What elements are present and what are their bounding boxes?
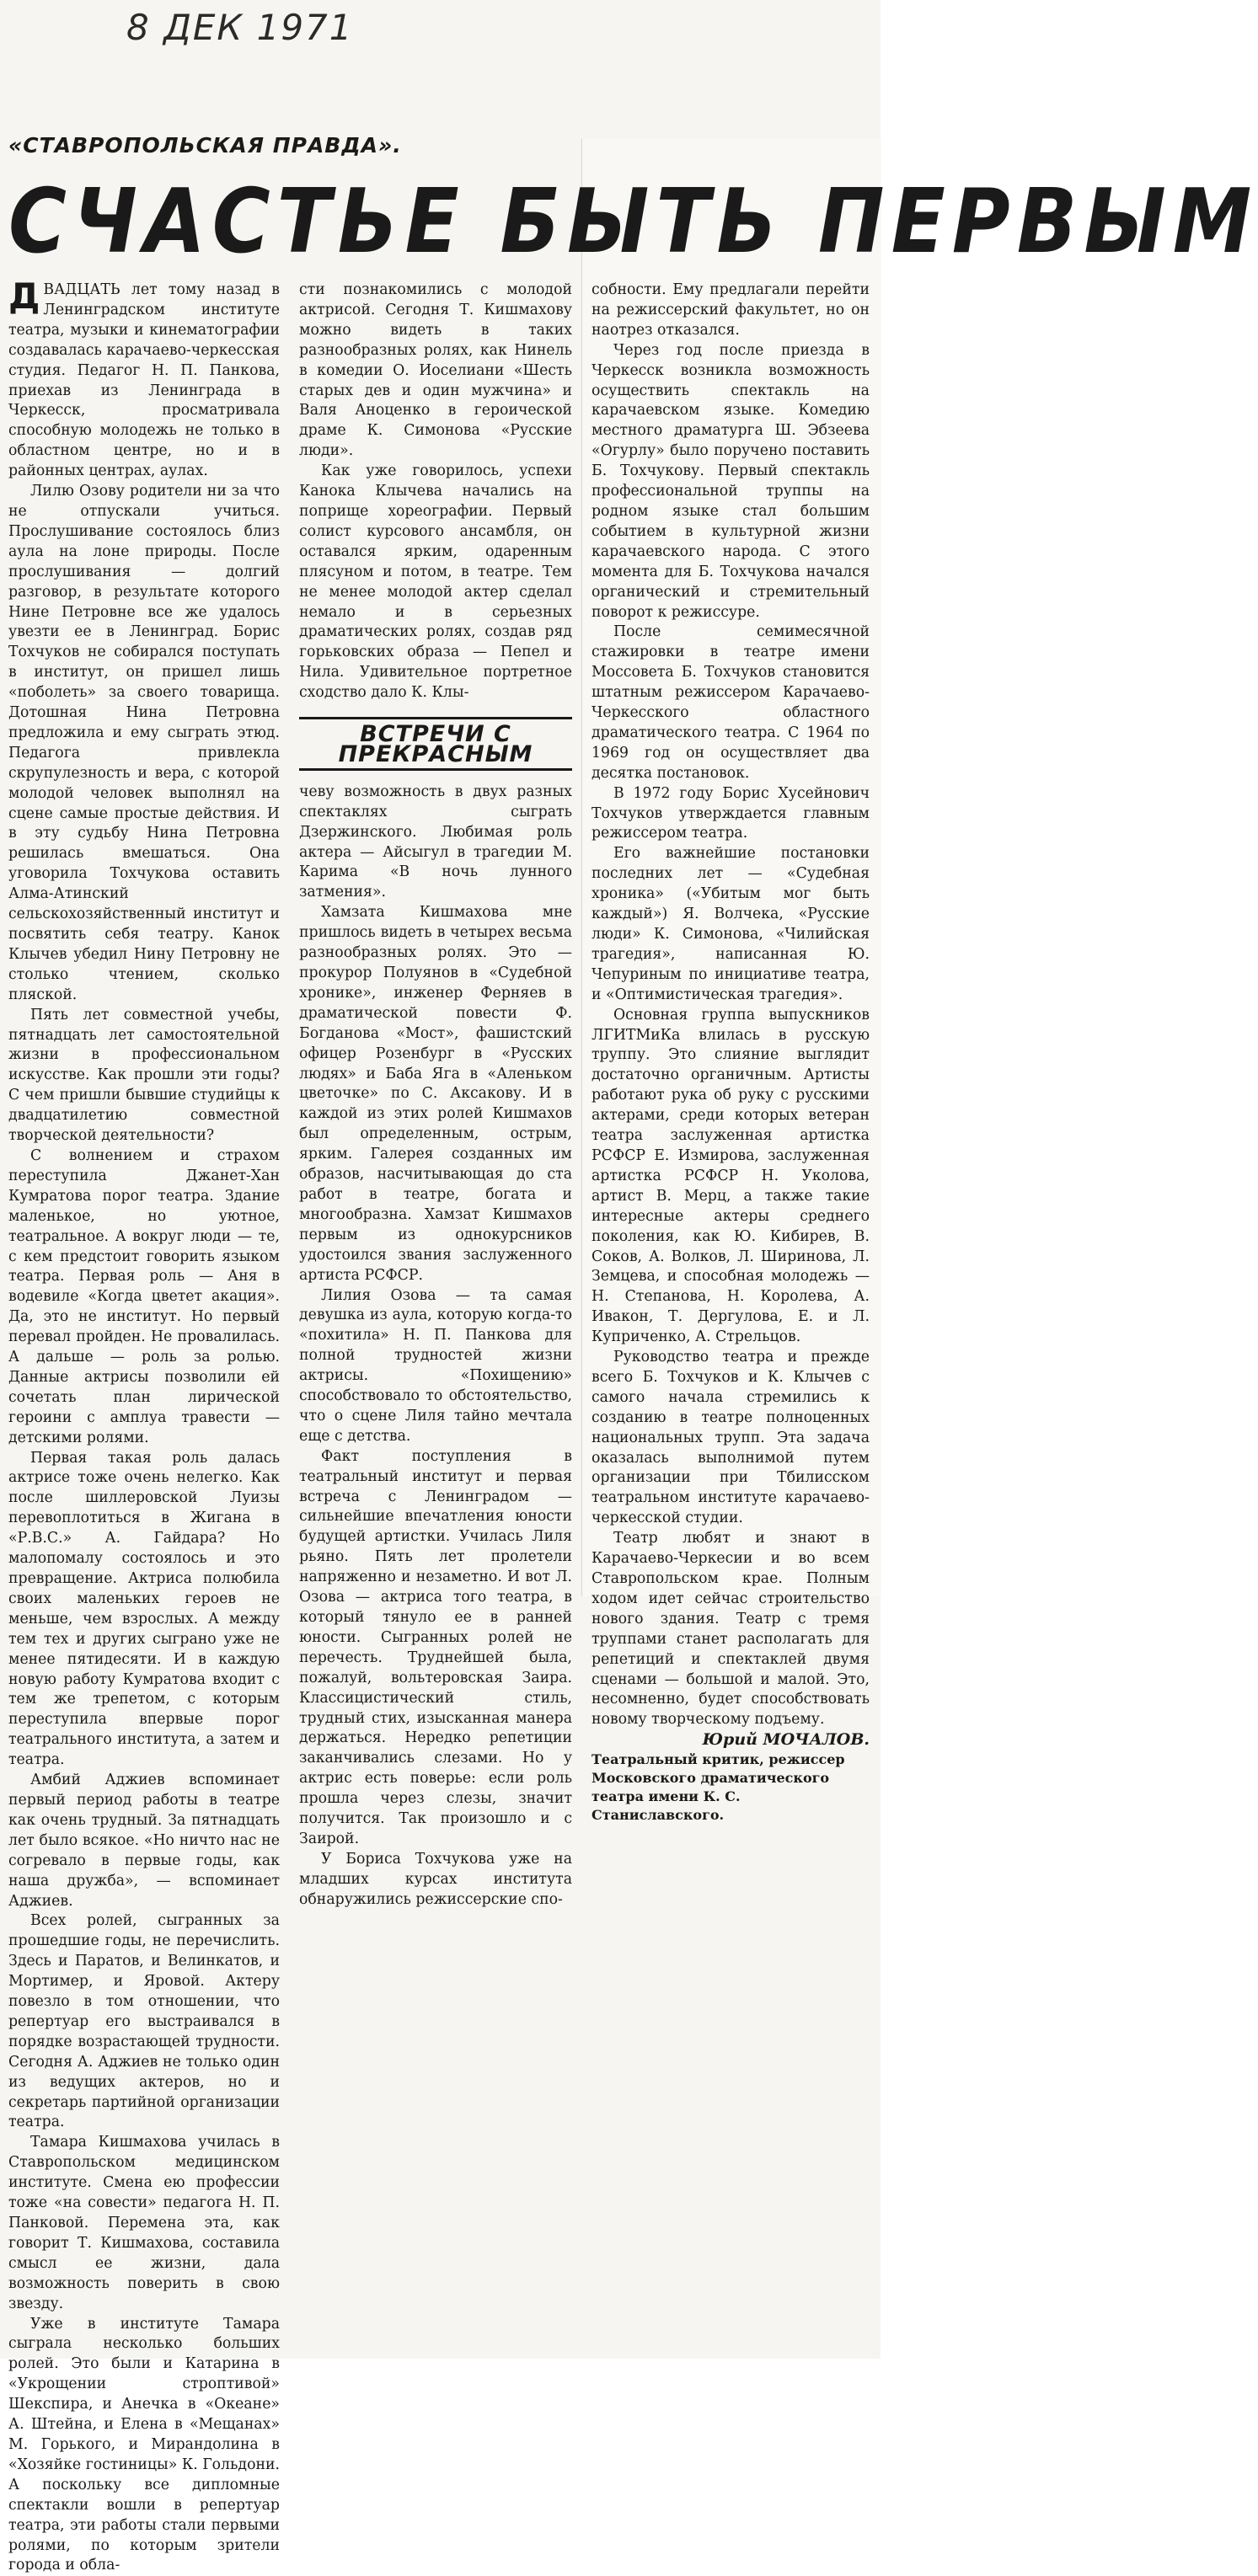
paragraph: Как уже говорилось, успехи Канока Клычева начались на поприще хореографии. Первый солист курсового ансамбля, он оставался ярким, одаренным плясуном и потом, в театре. Тем не менее молодой актер сделал немало и в серьезных драматических ролях, создав ряд горьковских образа — Пепел и Нила. Удивительное портретное сходство дало К. Клы- [299,462,572,702]
paragraph: Амбий Аджиев вспоминает первый период работы в театре как очень трудный. За пятнадцать лет было всякое. «Но ничто нас не согревало в первые годы, как наша дружба», — вспоминает Аджиев. [8,1772,280,1910]
paragraph: ДВАДЦАТЬ лет тому назад в Ленинградском институте театра, музыки и кинематографии создавалась карачаево-черкесская студия. Педагог Н. П. Панкова, приехав из Ленинграда в Черкесск, просматривала способную молодежь не только в областном центре, но и в районных центрах, аулах. [8,275,280,480]
paragraph: Его важнейшие постановки последних лет — «Судебная хроника» («Убитым мог быть каждый») Я. Волчека, «Русские люди» К. Симонова, «Чилийская трагедия», написанная Ю. Чепуриным по инициативе театра, и «Оптимистическая трагедия». [592,845,870,1003]
paragraph: С волнением и страхом переступила Джанет-Хан Кумратова порог театра. Здание маленькое, но уютное, театральное. А вокруг люди — те, с кем предстоит говорить языком театра. Первая роль — Аня в водевиле «Когда цветет акация». Да, это не институт. Но первый перевал пройден. Не провалилась. А дальше — роль за ролью. Данные актрисы позволили ей сочетать план лирической героини с амплуа травести — детскими ролями. [8,1146,280,1446]
paragraph: Театр любят и знают в Карачаево-Черкесии и во всем Ставропольском крае. Полным ходом идет сейчас строительство нового здания. Театр с тремя труппами станет располагать для репетиций и спектаклей двумя сценами — большой и малой. Это, несомненно, будет способствовать новому творческому подъему. [592,1530,870,1729]
paragraph: Факт поступления в театральный институт и первая встреча с Ленинградом — сильнейшие впечатления юности будущей артистки. Училась Лиля рьяно. Пять лет пролетели напряженно и незаметно. И вот Л. Озова — актриса того театра, в который тянуло ее в ранней юности. Сыгранных ролей не перечесть. Труднейшей была, пожалуй, вольтеровская Заира. Классицистический стиль, трудный стих, изысканная манера держаться. Нередко репетиции заканчивались слезами. Но у актрис есть поверье: если роль прошла через слезы, значит получится. Так произошло и с Заирой. [299,1447,572,1847]
paragraph: Первая такая роль далась актрисе тоже очень нелегко. Как после шиллеровской Луизы перевоплотиться в Жиганa в «Р.В.С.» А. Гайдара? Но малопомалу состоялось и это превращение. Актриса полюбила своих маленьких героев не меньше, чем взрослых. А между тем тех и других сыграно уже не менее пятидесяти. И в каждую новую работу Кумратова входит с тем же трепетом, с которым переступила впервые порог театрального института, а затем и театра. [8,1449,280,1769]
newspaper-name: «СТАВРОПОЛЬСКАЯ ПРАВДА». [8,133,402,158]
paragraph: Всех ролей, сыгранных за прошедшие годы, не перечислить. Здесь и Паратов, и Велинкатов, и Мортимер, и Яровой. Актеру повезло в том отношении, что репертуар его выстраивался в порядке возрастающей трудности. Сегодня А. Аджиев не только один из ведущих актеров, но и секретарь партийной организации театра. [8,1912,280,2131]
date-stamp: 8 ДЕК 1971 [126,7,354,48]
paragraph: В 1972 году Борис Хусейнович Тохчуков утверждается главным режиссером театра. [592,784,870,842]
paragraph: Лилю Озову родители ни за что не отпускали учиться. Прослушивание состоялось близ аула на лоне природы. После прослушивания — долгий разговор, в результате которого Нине Петровне все же удалось увезти ее в Ленинград. Борис Тохчуков не собирался поступать в институт, он пришел лишь «поболеть» за своего товарища. Дотошная Нина Петровна предложила и ему сыграть этюд. Педагога привлекла скрупулезность и вера, с которой молодой человек выполнял на сцене самые простые действия. И в эту судьбу Нина Петровна решилась вмешаться. Она уговорила Тохчукова оставить Алма-Атинский сельскохозяйственный институт и посвятить себя театру. Канок Клычев убедил Нину Петровну не столько чтением, сколько пляской. [8,483,280,1003]
paragraph: После семимесячной стажировки в театре имени Моссовета Б. Тохчуков становится штатным режиссером Карачаево-Черкесского областного драматического театра. С 1964 по 1969 год он осуществляет два десятка постановок. [592,623,870,782]
article-column-3 [592,281,870,1825]
author-credentials: Театральный критик, режиссер Московского драматического театра имени К. С. Станиславского. [592,1751,845,1824]
paragraph: Тамара Кишмахова училась в Ставропольском медицинском институте. Смена ею профессии тоже «на совести» педагога Н. П. Панковой. Перемена эта, как говорит Т. Кишмахова, составила смысл ее жизни, дала возможность поверить в свою звезду. [8,2134,280,2312]
paragraph: У Бориса Тохчукова уже на младших курсах института обнаружились режиссерские спо- [299,1850,572,1908]
paragraph: Основная группа выпускников ЛГИТМиКа влилась в русскую труппу. Это слияние выглядит достаточно органичным. Артисты работают рука об руку с русскими актерами, среди которых ветеран театра заслуженная артистка РСФСР Е. Измирова, заслуженная артистка РСФСР Н. Уколова, артист В. Мерц, а также такие интересные актеры среднего поколения, как Ю. Кибирев, В. Соков, А. Волков, Л. Ширинова, Л. Земцева, и способная молодежь — Н. Степанова, Н. Королева, А. Ивакон, Т. Дергулова, Е. и Л. Куприченко, А. Стрельцов. [592,1006,870,1346]
paragraph: Пять лет совместной учебы, пятнадцать лет самостоятельной жизни в профессиональном искусстве. Как прошли эти годы? С чем пришли бывшие студийцы к двадцатилетию совместной творческой деятельности? [8,1006,280,1145]
author-name: Юрий МОЧАЛОВ. [702,1730,870,1750]
paragraph: Уже в институте Тамара сыграла несколько больших ролей. Это были и Катарина в «Укрощении строптивой» Шекспира, и Анечка в «Океане» А. Штейна, и Елена в «Мещанах» М. Горького, и Мирандолина в «Хозяйке гостиницы» К. Гольдони. А поскольку все дипломные спектакли вошли в репертуар театра, эти работы стали первыми ролями, по которым зрители города и обла- [8,2315,280,2574]
section-subheading: ВСТРЕЧИ С ПРЕКРАСНЫМ [299,717,572,771]
article-column-2 [299,281,572,1911]
article-column-1 [8,275,280,2576]
paragraph: Через год после приезда в Черкесск возникла возможность осуществить спектакль на карачаевском языке. Комедию местного драматурга Ш. Эбзеева «Огурлу» было поручено поставить Б. Тохчукову. Первый спектакль профессиональной труппы на родном языке стал большим событием в культурной жизни карачаевского народа. С этого момента для Б. Тохчукова начался органический и стремительный поворот к режиссуре. [592,341,870,621]
paragraph: Руководство театра и прежде всего Б. Тохчуков и К. Клычев с самого начала стремились к созданию в театре полноценных национальных трупп. Эта задача оказалась выполнимой путем организации при Тбилисском театральном институте карачаево-черкесской студии. [592,1349,870,1527]
paragraph: Лилия Озова — та самая девушка из аула, которую когда-то «похитила» Н. П. Панкова для полной трудностей жизни актрисы. «Похищению» способствовало то обстоятельство, что о сцене Лиля тайно мечтала еще с детства. [299,1286,572,1445]
drop-cap: Д [8,275,40,317]
paragraph: чеву возможность в двух разных спектаклях сыграть Дзержинского. Любимая роль актера — Айсыгул в трагедии М. Карима «В ночь лунного затмения». [299,783,572,901]
article-title: СЧАСТЬЕ БЫТЬ ПЕРВЫМ [8,170,1258,274]
paragraph: Хамзата Кишмахова мне пришлось видеть в четырех весьма разнообразных ролях. Это — прокурор Полуянов в «Судебной хронике», инженер Ферняев в драматической повести Ф. Богданова «Мост», фашистский офицер Розенбург в «Русских людях» и Баба Яга в «Аленьком цветочке» по С. Аксакову. И в каждой из этих ролей Кишмахов был определенным, острым, ярким. Галерея созданных им образов, насчитывающая до ста работ в театре, богата и многообразна. Хамзат Кишмахов первым из однокурсников удостоился звания заслуженного артиста РСФСР. [299,904,572,1284]
paragraph: собности. Ему предлагали перейти на режиссерский факультет, но он наотрез отказался. [592,281,870,339]
paragraph: сти познакомились с молодой актрисой. Сегодня Т. Кишмахову можно видеть в таких разнообразных ролях, как Нинель в комедии О. Иоселиани «Шесть старых дев и один мужчина» и Валя Аноценко в героической драме К. Симонова «Русские люди». [299,281,572,460]
